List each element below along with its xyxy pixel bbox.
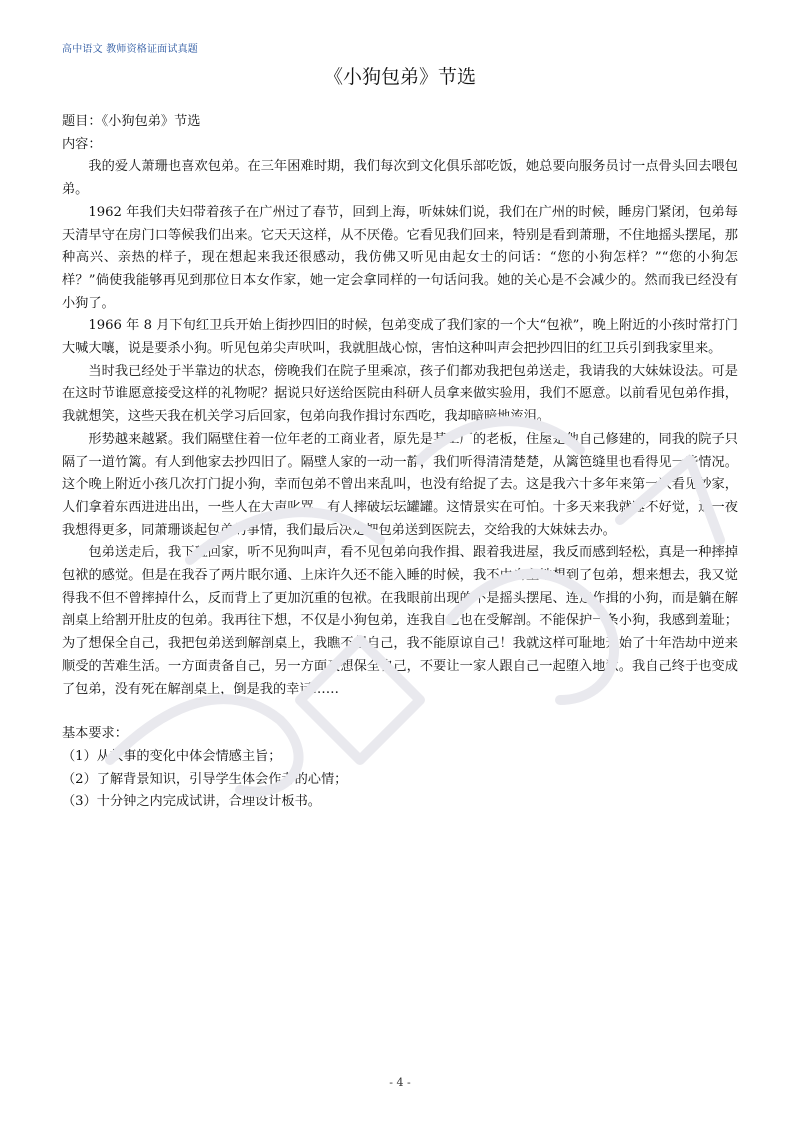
requirement-item-2: （2）了解背景知识，引导学生体会作者的心情； [62, 771, 348, 787]
paragraph-1: 我的爱人萧珊也喜欢包弟。在三年困难时期，我们每次到文化俱乐部吃饭，她总要向服务员讨一点骨头回去喂包弟。 [62, 159, 738, 198]
paragraph-5: 形势越来越紧。我们隔壁住着一位年老的工商业者，原先是某工厂的老板，住屋是他自己修建的，同我的院子只隔了一道竹篱。有人到他家去抄四旧了。隔壁人家的一动一静，我们听得清清楚楚，从篱笆缝里也看得见一些情况。这个晚上附近小孩几次打门捉小狗，幸而包弟不曾出来乱叫，也没有给捉了去。这是我六十多年来第一次看见抄家，人们拿着东西进进出出，一些人在大声叱骂，有人摔破坛坛罐罐。这情景实在可怕。十多天来我就睡不好觉，这一夜我想得更多，同萧珊谈起包弟的事情，我们最后决定把包弟送到医院去，交给我的大妹妹去办。 [62, 431, 738, 538]
paragraph-6: 包弟送走后，我下班回家，听不见狗叫声，看不见包弟向我作揖、跟着我进屋，我反而感到轻松，真是一种摔掉包袱的感觉。但是在我吞了两片眠尔通、上床许久还不能入睡的时候，我不由自主地想到了包弟，想来想去，我又觉得我不但不曾摔掉什么，反而背上了更加沉重的包袱。在我眼前出现的不是摇头摆尾、连连作揖的小狗，而是躺在解剖桌上给割开肚皮的包弟。我再往下想，不仅是小狗包弟，连我自己也在受解剖。不能保护一条小狗，我感到羞耻；为了想保全自己，我把包弟送到解剖桌上，我瞧不起自己，我不能原谅自己！我就这样可耻地开始了十年浩劫中逆来顺受的苦难生活。一方面责备自己，另一方面又想保全自己，不要让一家人跟自己一起堕入地狱。我自己终于也变成了包弟，没有死在解剖桌上，倒是我的幸运…… [62, 545, 738, 697]
paragraph-4: 当时我已经处于半靠边的状态，傍晚我们在院子里乘凉，孩子们都劝我把包弟送走，我请我的大妹妹设法。可是在这时节谁愿意接受这样的礼物呢？据说只好送给医院由科研人员拿来做实验用，我们不愿意。以前看见包弟作揖，我就想笑，这些天我在机关学习后回家，包弟向我作揖讨东西吃，我却暗暗地流泪。 [62, 363, 738, 425]
requirement-item-3: （3）十分钟之内完成试讲，合理设计板书。 [62, 794, 321, 810]
paragraph-3: 1966 年 8 月下旬红卫兵开始上街抄四旧的时候，包弟变成了我们家的一个大“包袱”，晚上附近的小孩时常打门大喊大嚷，说是要杀小狗。听见包弟尖声吠叫，我就胆战心惊，害怕这种叫声会把抄四旧的红卫兵引到我家里来。 [62, 318, 738, 357]
page-number: - 4 - [389, 1076, 411, 1089]
topic-line: 题目：《小狗包弟》节选 [62, 114, 201, 129]
section-gap [62, 701, 738, 723]
content-label: 内容： [62, 136, 102, 152]
requirements-list [62, 746, 738, 814]
requirement-item-1: （1）从故事的变化中体会情感主旨； [62, 748, 282, 764]
paragraph-2: 1962 年我们夫妇带着孩子在广州过了春节，回到上海，听妹妹们说，我们在广州的时候，睡房门紧闭，包弟每天清早守在房门口等候我们出来。它天天这样，从不厌倦。它看见我们回来，特别是看到萧珊，不住地摇头摆尾，那种高兴、亲热的样子，现在想起来我还很感动，我仿佛又听见由起女士的问话：“您的小狗怎样？”“您的小狗怎样？”倘使我能够再见到那位日本女作家，她一定会拿同样的一句话问我。她的关心是不会减少的。然而我已经没有小狗了。 [62, 204, 738, 311]
page-header: 高中语文 教师资格证面试真题 [62, 44, 198, 55]
page-title: 《小狗包弟》节选 [323, 66, 476, 88]
requirements-label: 基本要求： [62, 726, 128, 742]
document-body [62, 111, 738, 814]
